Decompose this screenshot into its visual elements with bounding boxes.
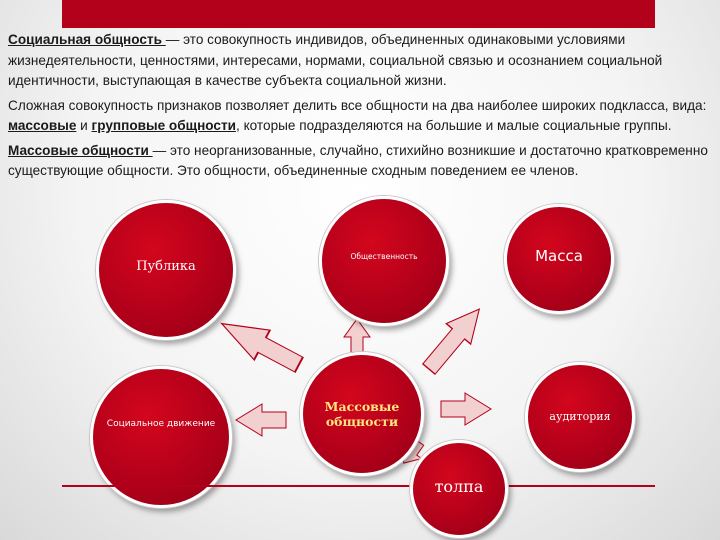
text-block xyxy=(8,30,712,186)
circle-publika xyxy=(96,200,236,340)
label-auditoriya: аудитория xyxy=(549,410,611,423)
classification-intro: Сложная совокупность признаков позволяет делить все общности на два наиболее широких подкласса, вида: xyxy=(8,97,707,113)
classification-end: , которые подразделяются на большие и малые социальные группы. xyxy=(236,118,672,133)
definition-text: — это совокупность индивидов, объединенных одинаковыми условиями жизнедеятельности, ценностями, интересами, нормами, социальной связью и осознанием социальной идентичности, выступающая в качестве субъекта социальной жизни. xyxy=(8,32,663,88)
circle-mass-communities xyxy=(300,352,424,476)
label-dvizhenie: Социальное движение xyxy=(106,419,216,429)
circle-obshchestvennost xyxy=(319,196,449,326)
definition-paragraph xyxy=(8,30,712,92)
circle-auditoriya xyxy=(525,362,635,472)
term-group-communities: групповые общности xyxy=(91,118,237,133)
mass-paragraph xyxy=(8,141,712,182)
label-massa: Масса xyxy=(535,247,583,265)
arrow-to-publika xyxy=(214,309,307,380)
arrow-to-dvizhenie xyxy=(236,404,286,436)
classification-paragraph xyxy=(8,96,712,137)
bottom-divider-line xyxy=(62,485,655,487)
label-obshchestvennost: Общественность xyxy=(350,252,418,261)
top-accent-bar xyxy=(62,0,655,28)
arrow-to-massa xyxy=(417,299,492,380)
term-mass: массовые xyxy=(8,118,77,133)
arrow-to-auditoriya xyxy=(441,393,491,425)
circle-massa xyxy=(504,204,614,314)
term-mass-communities: Массовые общности xyxy=(8,142,153,158)
circle-tolpa xyxy=(410,440,508,538)
label-tolpa: толпа xyxy=(434,477,484,496)
label-mass-communities: Массовые общности xyxy=(324,399,400,429)
term-social-community: Социальная общность xyxy=(8,32,166,47)
label-publika: Публика xyxy=(136,259,196,274)
mass-definition-text: — это неорганизованные, случайно, стихийно возникшие и достаточно кратковременно существующие общности. Это общности, объединенные сходным поведением ее членов. xyxy=(8,142,708,178)
conjunction: и xyxy=(76,118,92,133)
arrow-to-obshchestvennost xyxy=(344,319,370,353)
